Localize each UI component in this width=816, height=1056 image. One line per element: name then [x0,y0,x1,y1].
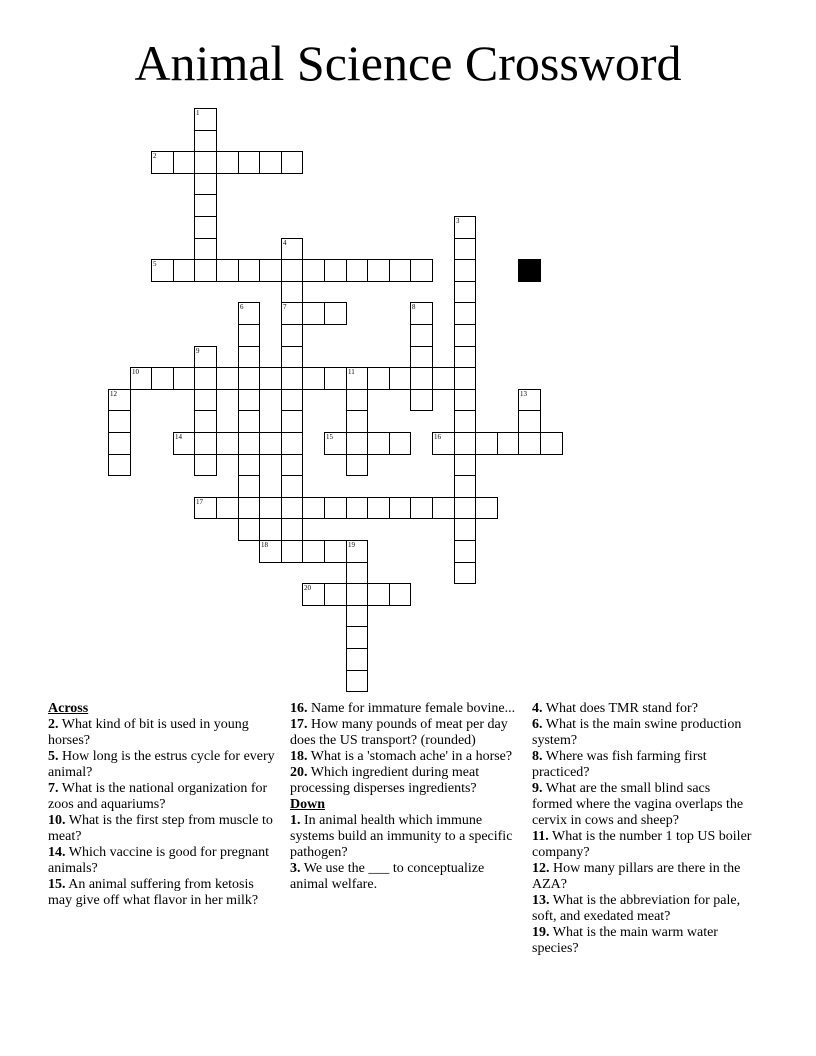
grid-cell[interactable] [194,389,217,411]
grid-cell[interactable] [151,367,174,390]
grid-cell[interactable] [108,410,131,433]
grid-cell[interactable] [346,259,368,282]
grid-cell[interactable] [173,151,195,174]
grid-cell[interactable] [432,497,455,519]
grid-cell[interactable] [259,151,282,174]
grid-cell[interactable] [389,583,411,606]
grid-cell[interactable] [367,583,390,606]
grid-cell[interactable] [194,173,217,195]
grid-cell[interactable] [194,194,217,217]
grid-cell[interactable] [410,324,433,347]
grid-cell[interactable] [302,540,325,563]
grid-cell[interactable] [173,259,195,282]
grid-cell[interactable] [194,108,217,131]
grid-cell[interactable] [281,454,303,476]
grid-cell[interactable] [346,562,368,584]
grid-cell[interactable] [281,518,303,541]
grid-cell[interactable] [410,367,433,390]
grid-cell[interactable] [194,238,217,260]
grid-cell[interactable] [454,367,476,390]
grid-cell[interactable] [281,346,303,368]
grid-cell[interactable] [238,497,260,519]
clue-number: 14 [175,433,182,441]
clue-number: 6 [240,303,244,311]
grid-cell[interactable] [194,130,217,152]
clue-number: 15 [326,433,333,441]
grid-cell[interactable] [367,497,390,519]
grid-cell[interactable] [346,367,368,390]
grid-cell[interactable] [410,302,433,325]
grid-cell[interactable] [454,562,476,584]
grid-cell[interactable] [281,367,303,390]
grid-cell[interactable] [454,346,476,368]
grid-cell[interactable] [194,454,217,476]
grid-cell[interactable] [410,497,433,519]
grid-cell[interactable] [346,432,368,455]
grid-cell[interactable] [346,540,368,563]
clue-across-17: 17. How many pounds of meat per day does the US transport? (rounded) [290,717,508,748]
grid-cell[interactable] [194,151,217,174]
grid-cell[interactable] [281,151,303,174]
grid-cell[interactable] [238,454,260,476]
clue-number: 5 [153,260,157,268]
grid-cell[interactable] [454,497,476,519]
grid-cell[interactable] [346,605,368,627]
down-heading: Down [290,797,326,812]
grid-cell[interactable] [346,454,368,476]
clue-number: 3 [456,217,460,225]
grid-cell[interactable] [238,518,260,541]
across-heading: Across [48,701,89,716]
grid-cell[interactable] [302,497,325,519]
grid-cell[interactable] [389,432,411,455]
grid-cell[interactable] [238,346,260,368]
grid-cell[interactable] [432,367,455,390]
grid-cell[interactable] [130,367,152,390]
clue-number: 16 [434,433,441,441]
grid-cell[interactable] [238,432,260,455]
grid-cell[interactable] [238,367,260,390]
grid-cell[interactable] [194,259,217,282]
grid-cell[interactable] [518,410,541,433]
grid-cell[interactable] [151,151,174,174]
clue-across-18: 18. What is a 'stomach ache' in a horse? [290,749,513,764]
grid-cell[interactable] [238,389,260,411]
clue-number: 12 [110,390,117,398]
clue-across-10: 10. What is the first step from muscle to meat? [48,813,273,844]
clue-down-4: 4. What does TMR stand for? [532,701,698,716]
grid-cell[interactable] [302,367,325,390]
black-cell [518,259,541,282]
grid-cell[interactable] [454,259,476,282]
clue-down-12: 12. How many pillars are there in the AZA? [532,861,741,892]
grid-cell[interactable] [454,475,476,498]
grid-cell[interactable] [389,259,411,282]
grid-cell[interactable] [475,432,498,455]
grid-cell[interactable] [194,216,217,239]
grid-cell[interactable] [281,238,303,260]
clue-down-6: 6. What is the main swine production system? [532,717,742,748]
grid-cell[interactable] [238,324,260,347]
grid-cell[interactable] [454,324,476,347]
grid-cell[interactable] [281,432,303,455]
grid-cell[interactable] [410,259,433,282]
grid-cell[interactable] [216,151,239,174]
grid-cell[interactable] [259,367,282,390]
grid-cell[interactable] [281,540,303,563]
clue-across-16: 16. Name for immature female bovine... [290,701,516,716]
grid-cell[interactable] [281,259,303,282]
grid-cell[interactable] [324,302,347,325]
clue-number: 7 [283,303,287,311]
clue-down-3: 3. We use the ___ to conceptualize animal welfare. [290,861,485,892]
grid-cell[interactable] [367,259,390,282]
grid-cell[interactable] [151,259,174,282]
grid-cell[interactable] [259,540,282,563]
grid-cell[interactable] [194,497,217,519]
clue-column-3 [532,701,754,956]
grid-cell[interactable] [302,302,325,325]
grid-cell[interactable] [346,497,368,519]
grid-cell[interactable] [367,432,390,455]
clue-down-19: 19. What is the main warm water species? [532,925,718,956]
grid-cell[interactable] [367,367,390,390]
grid-cell[interactable] [302,583,325,606]
grid-cell[interactable] [454,216,476,239]
grid-cell[interactable] [238,302,260,325]
grid-cell[interactable] [259,259,282,282]
grid-cell[interactable] [410,389,433,411]
grid-cell[interactable] [194,367,217,390]
grid-cell[interactable] [216,497,239,519]
clue-down-11: 11. What is the number 1 top US boiler company? [532,829,752,860]
grid-cell[interactable] [346,410,368,433]
grid-cell[interactable] [324,540,347,563]
grid-cell[interactable] [238,475,260,498]
grid-cell[interactable] [281,302,303,325]
grid-cell[interactable] [216,259,239,282]
clue-number: 10 [132,368,139,376]
clue-across-20: 20. Which ingredient during meat processing disperses ingredients? [290,765,480,796]
grid-cell[interactable] [194,410,217,433]
clue-number: 1 [196,109,200,117]
grid-cell[interactable] [281,389,303,411]
grid-cell[interactable] [518,389,541,411]
grid-cell[interactable] [173,367,195,390]
grid-cell[interactable] [281,281,303,303]
grid-cell[interactable] [259,432,282,455]
grid-cell[interactable] [108,432,131,455]
clue-across-15: 15. An animal suffering from ketosis may give off what flavor in her milk? [48,877,259,908]
clue-number: 13 [520,390,527,398]
grid-cell[interactable] [324,432,347,455]
clue-number: 20 [304,584,311,592]
clue-down-1: 1. In animal health which immune systems build an immunity to a specific pathogen? [290,813,513,860]
clue-number: 8 [412,303,416,311]
clue-across-14: 14. Which vaccine is good for pregnant animals? [48,845,269,876]
clue-down-9: 9. What are the small blind sacs formed where the vagina overlaps the cervix in cows and sheep? [532,781,744,828]
clue-across-2: 2. What kind of bit is used in young horses? [48,717,249,748]
clue-number: 9 [196,347,200,355]
grid-cell[interactable] [346,670,368,692]
grid-cell[interactable] [281,324,303,347]
grid-cell[interactable] [173,432,195,455]
grid-cell[interactable] [302,259,325,282]
grid-cell[interactable] [410,346,433,368]
clue-number: 11 [348,368,355,376]
grid-cell[interactable] [454,410,476,433]
grid-cell[interactable] [108,389,131,411]
grid-cell[interactable] [324,259,347,282]
grid-cell[interactable] [216,432,239,455]
grid-cell[interactable] [346,648,368,671]
grid-cell[interactable] [281,410,303,433]
clue-down-8: 8. Where was fish farming first practiced? [532,749,707,780]
grid-cell[interactable] [454,238,476,260]
grid-cell[interactable] [238,259,260,282]
grid-cell[interactable] [475,497,498,519]
grid-cell[interactable] [281,497,303,519]
grid-cell[interactable] [432,432,455,455]
grid-cell[interactable] [346,389,368,411]
grid-cell[interactable] [454,540,476,563]
grid-cell[interactable] [194,432,217,455]
clue-number: 18 [261,541,268,549]
grid-cell[interactable] [108,454,131,476]
clue-column-1 [48,701,276,909]
grid-cell[interactable] [454,432,476,455]
grid-cell[interactable] [518,432,541,455]
grid-cell[interactable] [389,367,411,390]
grid-cell[interactable] [454,389,476,411]
grid-cell[interactable] [324,583,347,606]
clue-down-13: 13. What is the abbreviation for pale, soft, and exedated meat? [532,893,741,924]
grid-cell[interactable] [194,346,217,368]
grid-cell[interactable] [238,410,260,433]
grid-cell[interactable] [216,367,239,390]
clue-across-7: 7. What is the national organization for zoos and aquariums? [48,781,268,812]
clue-number: 4 [283,239,287,247]
page-title: Animal Science Crossword [134,35,682,91]
clue-across-5: 5. How long is the estrus cycle for every animal? [48,749,275,780]
grid-cell[interactable] [238,151,260,174]
grid-cell[interactable] [281,475,303,498]
clue-column-2 [290,701,522,893]
grid-cell[interactable] [324,497,347,519]
grid-cell[interactable] [497,432,519,455]
grid-cell[interactable] [259,497,282,519]
grid-cell[interactable] [324,367,347,390]
grid-cell[interactable] [346,583,368,606]
clue-number: 19 [348,541,355,549]
grid-cell[interactable] [389,497,411,519]
clue-number: 17 [196,498,203,506]
grid-cell[interactable] [346,626,368,649]
clue-number: 2 [153,152,157,160]
grid-cell[interactable] [454,302,476,325]
grid-cell[interactable] [454,281,476,303]
grid-cell[interactable] [540,432,563,455]
grid-cell[interactable] [454,518,476,541]
grid-cell[interactable] [454,454,476,476]
